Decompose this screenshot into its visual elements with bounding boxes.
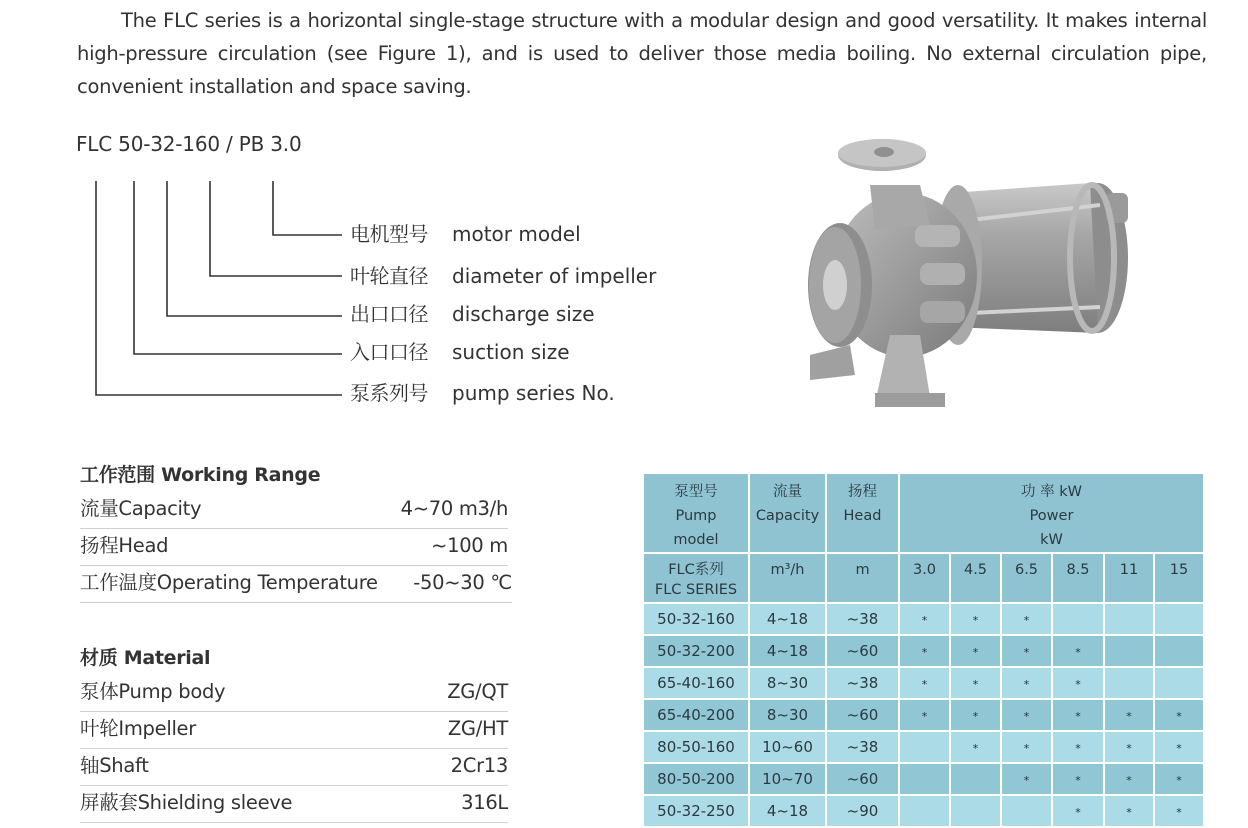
working-range-section: [80, 458, 512, 603]
cell-power-6.5: [1001, 603, 1052, 635]
cell-model: 65-40-200: [643, 699, 749, 731]
cell-model: 65-40-160: [643, 667, 749, 699]
availability-star-icon: *: [1023, 742, 1030, 755]
cell-power-6.5: [1001, 795, 1052, 827]
table-row: [643, 731, 1204, 763]
table-row: [643, 763, 1204, 795]
working-range-title: 工作范围 Working Range: [80, 464, 321, 486]
header-model-en1: Pump: [675, 508, 717, 524]
legend-cn: 入口口径: [350, 340, 428, 364]
availability-star-icon: *: [1023, 774, 1030, 787]
material-label: 轴Shaft: [80, 754, 149, 777]
cell-power-15: [1154, 795, 1204, 827]
subheader-power-8.5: 8.5: [1052, 553, 1104, 603]
availability-star-icon: *: [1126, 710, 1132, 723]
cell-power-4.5: [950, 667, 1001, 699]
legend-suction-size: [350, 336, 570, 365]
availability-star-icon: *: [1075, 806, 1081, 819]
availability-star-icon: *: [1075, 646, 1081, 659]
legend-cn: 出口口径: [350, 302, 428, 326]
legend-impeller-diameter: [350, 260, 656, 289]
availability-star-icon: *: [972, 646, 979, 659]
cell-power-6.5: [1001, 667, 1052, 699]
table-row: [643, 795, 1204, 827]
availability-star-icon: *: [1075, 710, 1081, 723]
legend-pump-series: [350, 377, 615, 406]
cell-model: 80-50-160: [643, 731, 749, 763]
cell-power-3.0: [899, 603, 950, 635]
model-code-label: FLC 50-32-160 / PB 3.0: [76, 132, 302, 156]
availability-star-icon: *: [972, 710, 979, 723]
cell-power-3.0: [899, 699, 950, 731]
cell-head: ~60: [826, 763, 899, 795]
legend-en: suction size: [452, 340, 570, 364]
cell-power-6.5: [1001, 731, 1052, 763]
legend-cn: 电机型号: [350, 222, 428, 246]
availability-star-icon: *: [972, 742, 979, 755]
cell-capacity: 10~70: [749, 763, 826, 795]
cell-power-11: [1104, 635, 1154, 667]
cell-power-3.0: [899, 763, 950, 795]
header-capacity: [749, 473, 826, 553]
legend-cn: 泵系列号: [350, 381, 428, 405]
cell-capacity: 4~18: [749, 795, 826, 827]
cell-capacity: 4~18: [749, 603, 826, 635]
cell-power-3.0: [899, 667, 950, 699]
availability-star-icon: *: [1023, 646, 1030, 659]
subheader-series-en: FLC SERIES: [654, 582, 738, 598]
material-value: ZG/QT: [447, 680, 508, 703]
material-value: 2Cr13: [450, 754, 508, 777]
legend-motor-model: [350, 218, 581, 247]
spec-label: 工作温度Operating Temperature: [80, 571, 378, 594]
pump-model-table: [642, 472, 1205, 828]
material-row-pump-body: [80, 675, 508, 712]
cell-head: ~38: [826, 667, 899, 699]
cell-power-3.0: [899, 731, 950, 763]
cell-power-15: [1154, 603, 1204, 635]
availability-star-icon: *: [921, 710, 928, 723]
legend-en: pump series No.: [452, 381, 615, 405]
spec-label: 扬程Head: [80, 534, 169, 557]
cell-power-8.5: [1052, 635, 1104, 667]
cell-power-11: [1104, 667, 1154, 699]
material-title: 材质 Material: [80, 647, 211, 669]
header-head-cn: 扬程: [848, 484, 877, 500]
cell-head: ~90: [826, 795, 899, 827]
cell-power-6.5: [1001, 699, 1052, 731]
cell-power-4.5: [950, 635, 1001, 667]
availability-star-icon: *: [1075, 742, 1081, 755]
availability-star-icon: *: [1023, 678, 1030, 691]
cell-power-11: [1104, 795, 1154, 827]
header-power-unit: kW: [1040, 532, 1063, 548]
subheader-series-cn: FLC系列: [668, 562, 724, 578]
table-header-row: [643, 473, 1204, 553]
cell-model: 80-50-200: [643, 763, 749, 795]
availability-star-icon: *: [1176, 806, 1182, 819]
pump-illustration: [780, 135, 1160, 410]
cell-power-4.5: [950, 731, 1001, 763]
cell-power-4.5: [950, 699, 1001, 731]
cell-capacity: 10~60: [749, 731, 826, 763]
cell-power-6.5: [1001, 763, 1052, 795]
cell-power-8.5: [1052, 795, 1104, 827]
header-capacity-cn: 流量: [773, 484, 802, 500]
cell-power-4.5: [950, 795, 1001, 827]
material-row-impeller: [80, 712, 508, 749]
subheader-power-15: 15: [1154, 553, 1204, 603]
material-value: ZG/HT: [447, 717, 508, 740]
subheader-power-11: 11: [1104, 553, 1154, 603]
material-label: 叶轮Impeller: [80, 717, 196, 740]
cell-power-8.5: [1052, 667, 1104, 699]
subheader-power-3.0: 3.0: [899, 553, 950, 603]
header-power: [899, 473, 1204, 553]
material-section: [80, 641, 508, 823]
table-row: [643, 699, 1204, 731]
table-subheader-row: [643, 553, 1204, 603]
table-row: [643, 667, 1204, 699]
availability-star-icon: *: [921, 614, 928, 627]
header-model-cn: 泵型号: [674, 484, 718, 500]
header-head-en: Head: [843, 508, 882, 524]
material-row-shielding-sleeve: [80, 786, 508, 823]
cell-power-15: [1154, 635, 1204, 667]
availability-star-icon: *: [921, 646, 928, 659]
cell-power-11: [1104, 699, 1154, 731]
availability-star-icon: *: [1126, 774, 1132, 787]
legend-en: discharge size: [452, 302, 595, 326]
cell-capacity: 8~30: [749, 667, 826, 699]
subheader-head-unit: m: [826, 553, 899, 603]
legend-en: diameter of impeller: [452, 264, 657, 288]
cell-capacity: 8~30: [749, 699, 826, 731]
cell-power-3.0: [899, 795, 950, 827]
availability-star-icon: *: [1075, 774, 1081, 787]
header-capacity-en: Capacity: [755, 508, 820, 524]
cell-power-8.5: [1052, 731, 1104, 763]
spec-row-head: [80, 529, 508, 566]
header-model: [643, 473, 749, 553]
availability-star-icon: *: [972, 678, 979, 691]
header-model-en2: model: [673, 532, 719, 548]
cell-power-8.5: [1052, 699, 1104, 731]
cell-model: 50-32-160: [643, 603, 749, 635]
spec-label: 流量Capacity: [80, 497, 202, 520]
cell-power-11: [1104, 731, 1154, 763]
cell-power-11: [1104, 763, 1154, 795]
cell-power-15: [1154, 699, 1204, 731]
spec-row-temperature: [80, 566, 512, 603]
cell-power-8.5: [1052, 603, 1104, 635]
material-row-shaft: [80, 749, 508, 786]
availability-star-icon: *: [1176, 774, 1182, 787]
header-power-en: Power: [1029, 508, 1074, 524]
material-value: 316L: [461, 791, 508, 814]
availability-star-icon: *: [1023, 614, 1030, 627]
availability-star-icon: *: [1126, 806, 1132, 819]
header-power-cn: 功 率 kW: [1021, 484, 1082, 500]
cell-power-6.5: [1001, 635, 1052, 667]
availability-star-icon: *: [921, 678, 928, 691]
legend-en: motor model: [452, 222, 581, 246]
cell-head: ~60: [826, 635, 899, 667]
intro-text: The FLC series is a horizontal single-stage structure with a modular design and good versatility. It makes internal high-pressure circulation (see Figure 1), and is used to deliver those media boiling. No external circulation pipe, convenient installation and space saving.: [77, 9, 1207, 98]
material-label: 泵体Pump body: [80, 680, 226, 703]
availability-star-icon: *: [1176, 710, 1182, 723]
cell-power-8.5: [1052, 763, 1104, 795]
table-row: [643, 603, 1204, 635]
cell-power-4.5: [950, 603, 1001, 635]
cell-power-11: [1104, 603, 1154, 635]
table-body: [643, 603, 1204, 827]
availability-star-icon: *: [1023, 710, 1030, 723]
cell-power-3.0: [899, 635, 950, 667]
subheader-model: [643, 553, 749, 603]
table-row: [643, 635, 1204, 667]
availability-star-icon: *: [1176, 742, 1182, 755]
pump-image: [780, 135, 1160, 410]
availability-star-icon: *: [1126, 742, 1132, 755]
header-head: [826, 473, 899, 553]
cell-power-4.5: [950, 763, 1001, 795]
spec-value: ~100 m: [431, 534, 508, 557]
subheader-power-4.5: 4.5: [950, 553, 1001, 603]
subheader-capacity-unit: m³/h: [749, 553, 826, 603]
cell-model: 50-32-200: [643, 635, 749, 667]
spec-row-capacity: [80, 492, 508, 529]
material-label: 屏蔽套Shielding sleeve: [80, 791, 293, 814]
cell-head: ~38: [826, 731, 899, 763]
cell-power-15: [1154, 763, 1204, 795]
cell-capacity: 4~18: [749, 635, 826, 667]
cell-head: ~38: [826, 603, 899, 635]
cell-model: 50-32-250: [643, 795, 749, 827]
availability-star-icon: *: [1075, 678, 1081, 691]
legend-discharge-size: [350, 298, 595, 327]
legend-connector-lines: [0, 0, 360, 410]
spec-value: 4~70 m3/h: [400, 497, 508, 520]
cell-head: ~60: [826, 699, 899, 731]
cell-power-15: [1154, 667, 1204, 699]
cell-power-15: [1154, 731, 1204, 763]
subheader-power-6.5: 6.5: [1001, 553, 1052, 603]
legend-cn: 叶轮直径: [350, 264, 428, 288]
availability-star-icon: *: [972, 614, 979, 627]
spec-value: -50~30 ℃: [413, 571, 512, 594]
